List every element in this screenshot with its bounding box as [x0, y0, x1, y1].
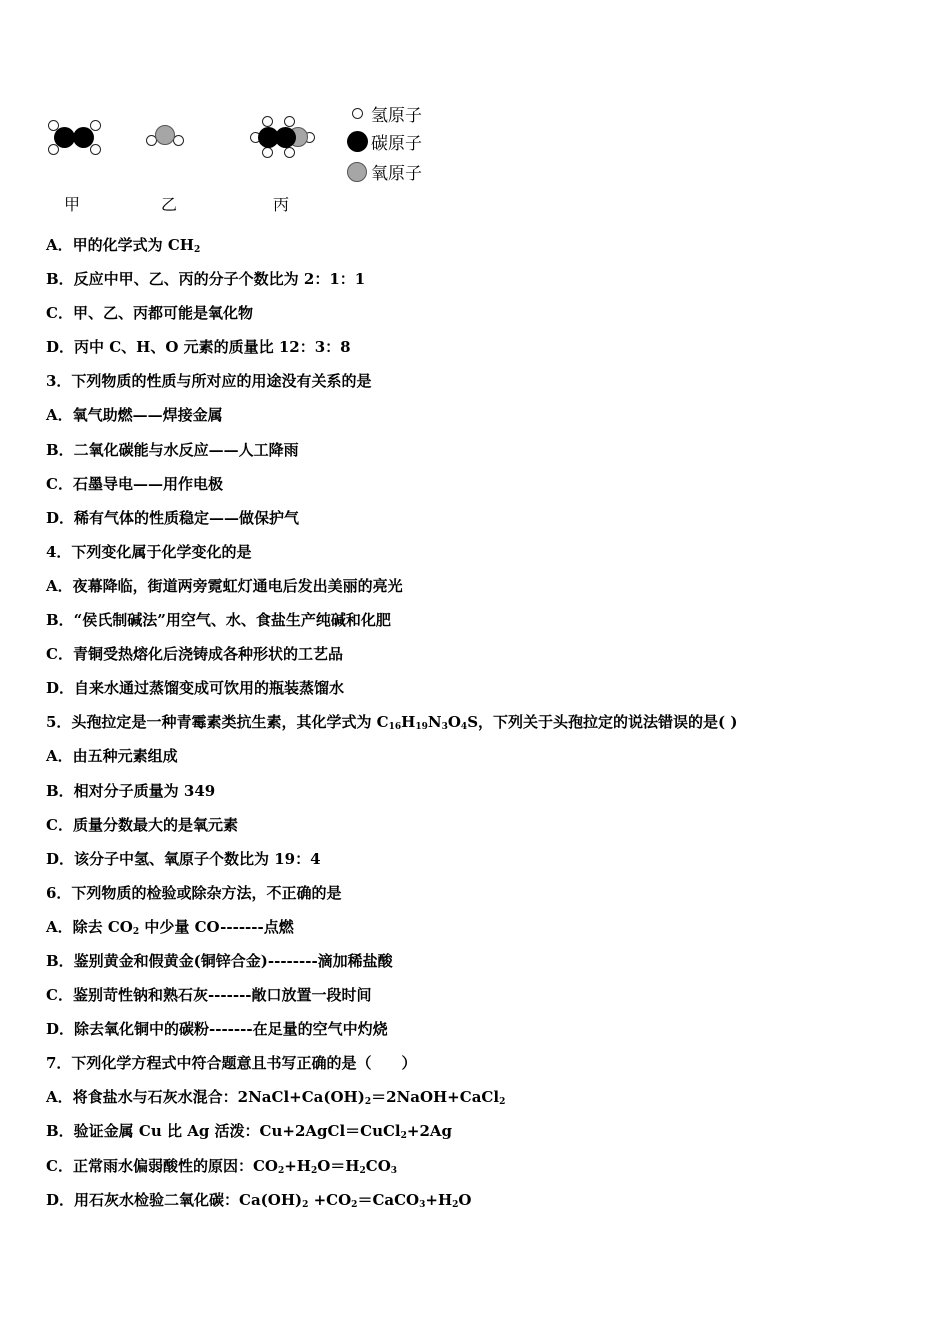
option-a: A．夜幕降临，街道两旁霓虹灯通电后发出美丽的亮光: [46, 576, 403, 595]
molecule-yi: [144, 121, 194, 153]
option-d: D．稀有气体的性质稳定——做保护气: [46, 508, 300, 527]
hydrogen-atom: [284, 116, 295, 127]
question-7: 7．下列化学方程式中符合题意且书写正确的是（ ）: [46, 1054, 417, 1073]
option-c: C．青铜受热熔化后浇铸成各种形状的工艺品: [46, 645, 343, 664]
option-d: D．该分子中氢、氧原子个数比为 19：4: [46, 849, 321, 868]
carbon-atom: [275, 127, 296, 148]
legend-label: 碳原子: [371, 134, 422, 154]
option-a: A．氧气助燃——焊接金属: [46, 406, 223, 425]
carbon-atom-icon: [347, 131, 368, 152]
option-b: B．验证金属 Cu 比 Ag 活泼：Cu+2AgCl＝CuCl$_2$+2Ag: [46, 1122, 453, 1142]
option-b: B．“侯氏制碱法”用空气、水、食盐生产纯碱和化肥: [46, 611, 391, 630]
option-c: C．正常雨水偏弱酸性的原因：$CO_2+H_2O=H_2CO_3$: [46, 1156, 398, 1176]
option-d: D．用石灰水检验二氧化碳：$Ca(OH)_2$ $+CO_2=CaCO_3+H_2O$: [46, 1190, 472, 1210]
option-b: B．二氧化碳能与水反应——人工降雨: [46, 440, 299, 459]
hydrogen-atom: [284, 147, 295, 158]
option-b: B．鉴别黄金和假黄金(铜锌合金)--------滴加稀盐酸: [46, 951, 393, 970]
option-c: C．甲、乙、丙都可能是氧化物: [46, 304, 253, 323]
option-d: D．自来水通过蒸馏变成可饮用的瓶装蒸馏水: [46, 679, 345, 698]
option-c: C．石墨导电——用作电极: [46, 474, 223, 493]
oxygen-atom-icon: [347, 162, 367, 182]
option-a: A．甲的化学式为 $CH_2$: [46, 236, 201, 255]
legend-hydrogen: [345, 101, 422, 126]
option-b: B．反应中甲、乙、丙的分子个数比为 2：1：1: [46, 270, 366, 289]
question-text: [46, 228, 926, 1217]
legend-label: 氧原子: [371, 164, 422, 184]
hydrogen-atom: [262, 147, 273, 158]
legend-carbon: [345, 129, 422, 154]
option-b: B．相对分子质量为 349: [46, 781, 216, 800]
carbon-atom: [54, 127, 75, 148]
option-c: C．鉴别苛性钠和熟石灰-------敞口放置一段时间: [46, 986, 372, 1005]
question-6: 6．下列物质的检验或除杂方法，不正确的是: [46, 883, 342, 902]
hydrogen-atom-icon: [352, 108, 363, 119]
option-a: A．由五种元素组成: [46, 747, 178, 766]
molecule-diagram: [40, 95, 460, 220]
molecule-jia: [46, 117, 110, 157]
option-a: A．除去 $CO_2$ 中少量 CO-------点燃: [46, 917, 294, 937]
label-yi: 乙: [161, 195, 178, 214]
oxygen-atom: [155, 125, 175, 145]
label-bing: 丙: [273, 195, 290, 214]
carbon-atom: [73, 127, 94, 148]
hydrogen-atom: [262, 116, 273, 127]
label-jia: 甲: [64, 195, 81, 214]
question-4: 4．下列变化属于化学变化的是: [46, 542, 252, 561]
question-3: 3．下列物质的性质与所对应的用途没有关系的是: [46, 372, 372, 391]
option-d: D．丙中 C、H、O 元素的质量比 12：3：8: [46, 338, 351, 357]
molecule-bing: [248, 115, 318, 159]
question-5: 5．头孢拉定是一种青霉素类抗生素，其化学式为 $C_{16}H_{19}N_3O_4S$，下列关于头孢拉定的说法错误的是( ): [46, 713, 738, 733]
hydrogen-atom: [90, 144, 101, 155]
legend-label: 氢原子: [371, 106, 422, 126]
option-c: C．质量分数最大的是氧元素: [46, 815, 238, 834]
option-d: D．除去氧化铜中的碳粉-------在足量的空气中灼烧: [46, 1020, 388, 1039]
hydrogen-atom: [90, 120, 101, 131]
legend-oxygen: [345, 159, 422, 184]
option-a: A．将食盐水与石灰水混合：$2NaCl+Ca(OH)_2=2NaOH+CaCl_2$: [46, 1088, 506, 1108]
